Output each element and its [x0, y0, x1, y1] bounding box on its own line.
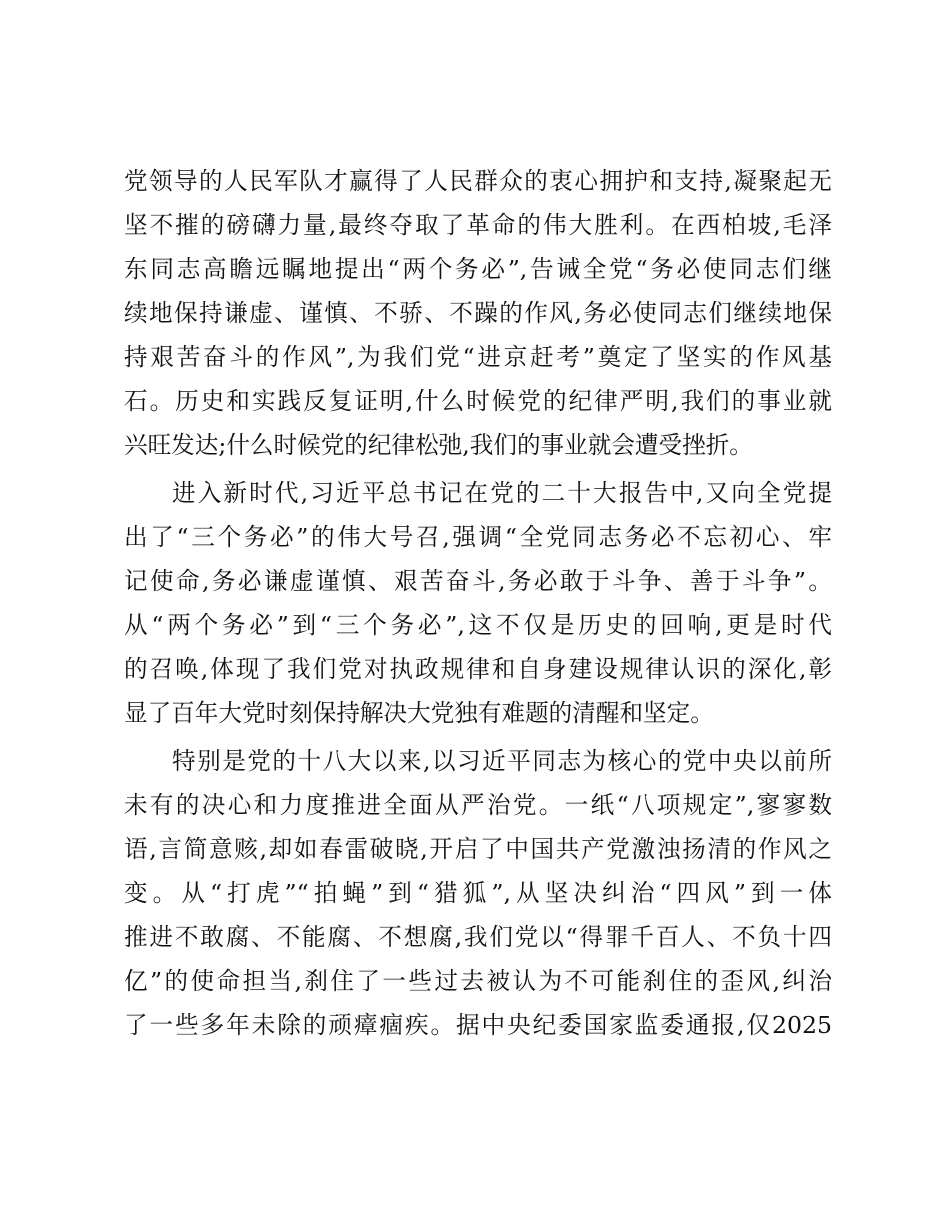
text-line: 的召唤,体现了我们党对执政规律和自身建设规律认识的深化,彰	[124, 655, 832, 683]
text-line: 东同志高瞻远瞩地提出“两个务必”,告诫全党“务必使同志们继	[124, 255, 832, 283]
text-line: 了一些多年未除的顽瘴痼疾。据中央纪委国家监委通报,仅2025	[124, 1011, 832, 1039]
text-line: 石。历史和实践反复证明,什么时候党的纪律严明,我们的事业就	[124, 387, 832, 415]
paragraph-first-line: 特别是党的十八大以来,以习近平同志为核心的党中央以前所	[172, 747, 832, 775]
text-line: 变。从“打虎”“拍蝇”到“猎狐”,从坚决纠治“四风”到一体	[124, 879, 832, 907]
text-line: 兴旺发达;什么时候党的纪律松弛,我们的事业就会遭受挫折。	[124, 431, 753, 459]
text-line: 党领导的人民军队才赢得了人民群众的衷心拥护和支持,凝聚起无	[124, 167, 832, 195]
text-line: 持艰苦奋斗的作风”,为我们党“进京赶考”奠定了坚实的作风基	[124, 343, 832, 371]
text-line: 未有的决心和力度推进全面从严治党。一纸“八项规定”,寥寥数	[124, 791, 832, 819]
paragraph-first-line: 进入新时代,习近平总书记在党的二十大报告中,又向全党提	[172, 479, 832, 507]
text-line: 出了“三个务必”的伟大号召,强调“全党同志务必不忘初心、牢	[124, 523, 832, 551]
text-line: 推进不敢腐、不能腐、不想腐,我们党以“得罪千百人、不负十四	[124, 923, 832, 951]
text-line: 亿”的使命担当,刹住了一些过去被认为不可能刹住的歪风,纠治	[124, 967, 832, 995]
text-line: 显了百年大党时刻保持解决大党独有难题的清醒和坚定。	[124, 699, 714, 727]
text-line: 语,言简意赅,却如春雷破晓,开启了中国共产党激浊扬清的作风之	[124, 835, 832, 863]
text-line: 从“两个务必”到“三个务必”,这不仅是历史的回响,更是时代	[124, 611, 832, 639]
text-line: 记使命,务必谦虚谨慎、艰苦奋斗,务必敢于斗争、善于斗争”。	[124, 567, 832, 595]
text-line: 坚不摧的磅礴力量,最终夺取了革命的伟大胜利。在西柏坡,毛泽	[124, 211, 832, 239]
text-line: 续地保持谦虚、谨慎、不骄、不躁的作风,务必使同志们继续地保	[124, 299, 832, 327]
